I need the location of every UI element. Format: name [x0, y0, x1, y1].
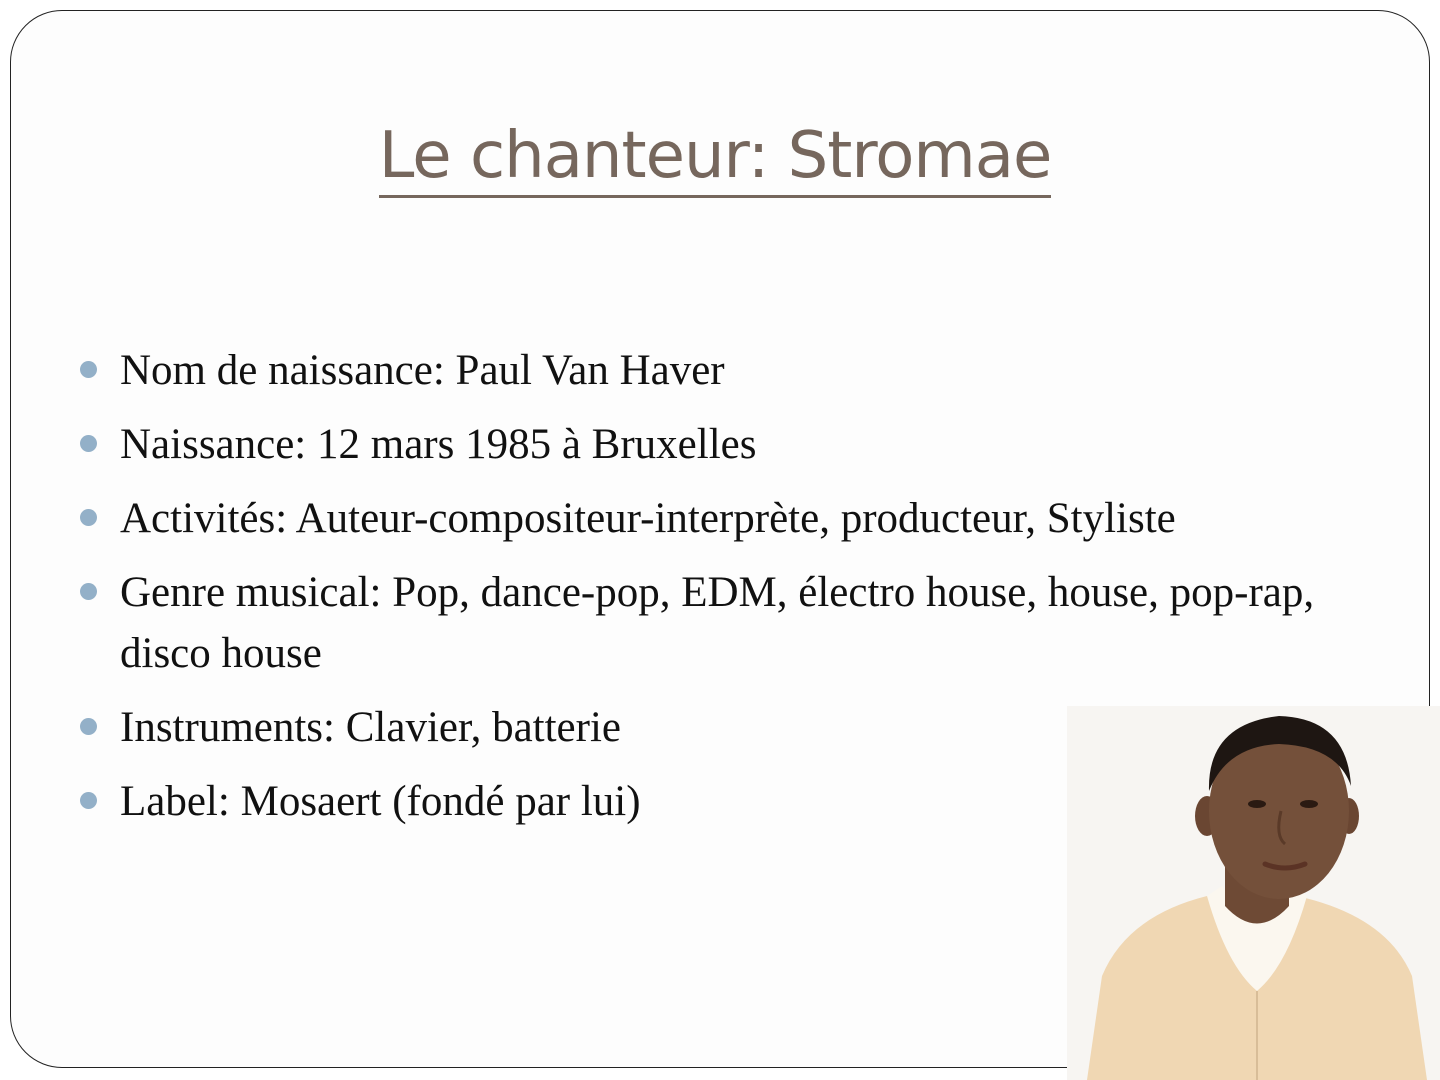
bullet-dot-icon: [80, 509, 97, 526]
bullet-item-birth: [80, 414, 1370, 475]
bullet-text: Nom de naissance: Paul Van Haver: [120, 347, 725, 394]
bullet-text: Label: Mosaert (fondé par lui): [120, 778, 641, 825]
slide-title: Le chanteur: Stromae: [379, 119, 1052, 198]
bullet-dot-icon: [80, 792, 97, 809]
slide-title-container: [0, 120, 1430, 194]
portrait-illustration: [1067, 706, 1440, 1080]
bullet-dot-icon: [80, 361, 97, 378]
bullet-dot-icon: [80, 583, 97, 600]
bullet-text: Genre musical: Pop, dance-pop, EDM, électro house, house, pop-rap, disco house: [120, 569, 1315, 677]
bullet-dot-icon: [80, 718, 97, 735]
bullet-item-birth-name: [80, 340, 1370, 401]
bullet-dot-icon: [80, 435, 97, 452]
bullet-text: Activités: Auteur-compositeur-interprète, producteur, Styliste: [120, 495, 1176, 542]
bullet-text: Instruments: Clavier, batterie: [120, 704, 621, 751]
bullet-item-genre: [80, 562, 1370, 684]
bullet-item-activities: [80, 488, 1370, 549]
bullet-text: Naissance: 12 mars 1985 à Bruxelles: [120, 421, 757, 468]
portrait-photo: [1067, 706, 1440, 1080]
